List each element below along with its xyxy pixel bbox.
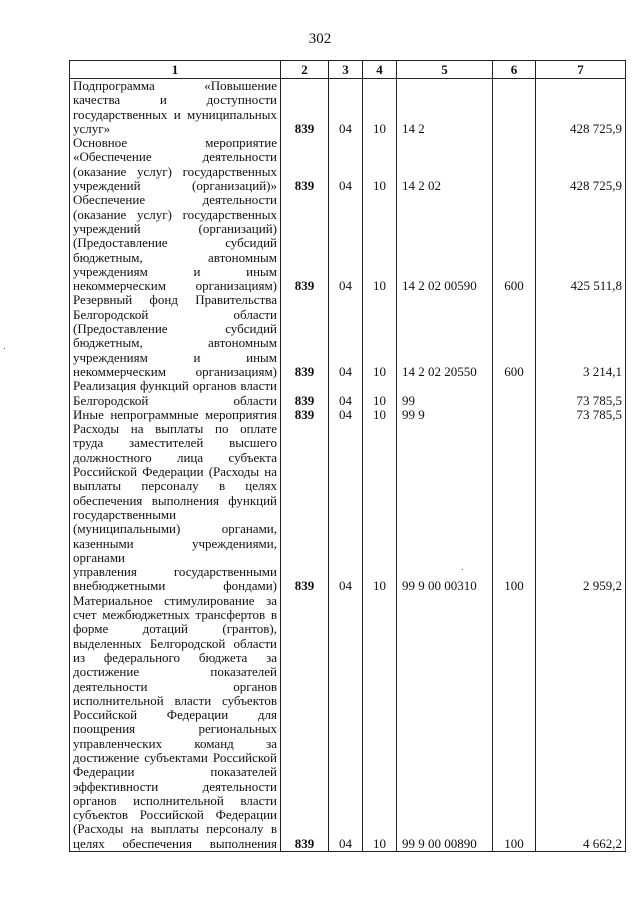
description-line: (оказание услуг) государственных <box>73 206 277 222</box>
subsection-code: 10 <box>363 379 397 408</box>
table-row <box>70 408 626 422</box>
section-code: 04 <box>329 379 363 408</box>
table-row <box>70 422 626 594</box>
table-row <box>70 293 626 379</box>
section-code: 04 <box>329 422 363 594</box>
target-article-code: 14 2 <box>397 79 493 137</box>
description-line: Федерации показателей <box>73 764 277 780</box>
row-description <box>70 594 281 852</box>
department-code: 839 <box>281 193 329 293</box>
description-line: труда заместителей высшего <box>73 435 277 451</box>
description-line: органов исполнительной власти <box>73 792 277 808</box>
scan-speck <box>4 348 5 349</box>
amount-value: 2 959,2 <box>536 422 626 594</box>
description-line: (Расходы на выплаты персоналу в <box>73 821 277 837</box>
description-line: Реализация функций органов власти <box>73 378 277 394</box>
description-line: должностного лица субъекта <box>73 449 277 465</box>
description-line: Расходы на выплаты по оплате <box>73 421 277 437</box>
department-code: 839 <box>281 594 329 852</box>
page-number: 302 <box>308 31 332 47</box>
description-line: государственными <box>73 506 177 522</box>
description-line: учреждениям и иным <box>73 349 277 365</box>
amount-value: 428 725,9 <box>536 79 626 137</box>
subsection-code: 10 <box>363 422 397 594</box>
table-row <box>70 193 626 293</box>
amount-value: 425 511,8 <box>536 193 626 293</box>
description-line: Российской Федерации (Расходы на <box>73 464 277 480</box>
description-line: Обеспечение деятельности <box>73 192 277 208</box>
description-line: форме дотаций (грантов), <box>73 621 277 637</box>
table-row <box>70 79 626 137</box>
description-line: «Обеспечение деятельности <box>73 149 277 165</box>
description-line: выплаты персоналу в целях <box>73 478 277 494</box>
description-line: целях обеспечения выполнения <box>73 835 277 851</box>
description-line: услуг» <box>73 120 111 136</box>
section-code: 04 <box>329 293 363 379</box>
section-code: 04 <box>329 136 363 193</box>
description-line: управления государственными <box>73 564 277 580</box>
table-row <box>70 136 626 193</box>
description-line: Основное мероприятие <box>73 135 277 151</box>
description-line: достижение субъектами Российской <box>73 749 277 765</box>
department-code: 839 <box>281 408 329 422</box>
target-article-code: 99 9 00 00890 <box>397 594 493 852</box>
subsection-code: 10 <box>363 79 397 137</box>
target-article-code: 99 <box>397 379 493 408</box>
section-code: 04 <box>329 408 363 422</box>
table-row <box>70 594 626 852</box>
subsection-code: 10 <box>363 193 397 293</box>
target-article-code: 99 9 <box>397 408 493 422</box>
description-line: управленческих команд за <box>73 735 277 751</box>
column-header: 4 <box>363 61 397 79</box>
column-header: 5 <box>397 61 493 79</box>
department-code: 839 <box>281 422 329 594</box>
column-header: 7 <box>536 61 626 79</box>
description-line: Резервный фонд Правительства <box>73 292 277 308</box>
expense-type-code <box>493 379 536 408</box>
row-description <box>70 408 281 422</box>
description-line: внебюджетными фондами) <box>73 578 277 594</box>
table-row <box>70 379 626 408</box>
description-line: качества и доступности <box>73 92 277 108</box>
description-line: исполнительной власти субъектов <box>73 692 277 708</box>
amount-value: 3 214,1 <box>536 293 626 379</box>
section-code: 04 <box>329 193 363 293</box>
target-article-code: 99 9 00 00310 <box>397 422 493 594</box>
description-line: Белгородской области <box>73 392 277 408</box>
subsection-code: 10 <box>363 594 397 852</box>
amount-value: 428 725,9 <box>536 136 626 193</box>
subsection-code: 10 <box>363 408 397 422</box>
column-header: 6 <box>493 61 536 79</box>
description-line: казенными учреждениями, органами <box>73 535 277 565</box>
description-line: (муниципальными) органами, <box>73 521 277 537</box>
description-line: бюджетным, автономным <box>73 249 277 265</box>
description-line: учреждений (организаций)» <box>73 178 277 194</box>
description-line: Подпрограмма «Повышение <box>73 78 277 93</box>
target-article-code: 14 2 02 <box>397 136 493 193</box>
description-line: Материальное стимулирование за <box>73 592 277 608</box>
description-line: поощрения региональных <box>73 721 277 737</box>
row-description <box>70 136 281 193</box>
description-line: (Предоставление субсидий <box>73 235 277 251</box>
amount-value: 73 785,5 <box>536 408 626 422</box>
row-description <box>70 422 281 594</box>
expense-type-code <box>493 79 536 137</box>
row-description <box>70 379 281 408</box>
expense-type-code: 600 <box>493 193 536 293</box>
section-code: 04 <box>329 79 363 137</box>
description-line: некоммерческим организациям) <box>73 363 277 379</box>
description-line: обеспечения выполнения функций <box>73 492 277 508</box>
description-line: выделенных Белгородской области <box>73 635 277 651</box>
header-row <box>70 61 626 79</box>
department-code: 839 <box>281 293 329 379</box>
description-line: Российской Федерации для <box>73 707 277 723</box>
expense-type-code <box>493 408 536 422</box>
row-description <box>70 293 281 379</box>
description-line: некоммерческим организациям) <box>73 278 277 294</box>
description-line: бюджетным, автономным <box>73 335 277 351</box>
budget-table <box>69 60 626 852</box>
expense-type-code <box>493 136 536 193</box>
description-line: государственных и муниципальных <box>73 106 277 122</box>
column-header: 1 <box>70 61 281 79</box>
subsection-code: 10 <box>363 136 397 193</box>
expense-type-code: 600 <box>493 293 536 379</box>
column-header: 3 <box>329 61 363 79</box>
section-code: 04 <box>329 594 363 852</box>
target-article-code: 14 2 02 00590 <box>397 193 493 293</box>
table-body <box>70 79 626 852</box>
description-line: из федерального бюджета за <box>73 649 277 665</box>
description-line: (Предоставление субсидий <box>73 321 277 337</box>
description-line: достижение показателей <box>73 664 277 680</box>
row-description <box>70 79 281 137</box>
expense-type-code: 100 <box>493 422 536 594</box>
department-code: 839 <box>281 79 329 137</box>
description-line: деятельности органов <box>73 678 277 694</box>
description-line: учреждений (организаций) <box>73 220 277 236</box>
amount-value: 73 785,5 <box>536 379 626 408</box>
expense-type-code: 100 <box>493 594 536 852</box>
subsection-code: 10 <box>363 293 397 379</box>
row-description <box>70 193 281 293</box>
column-header: 2 <box>281 61 329 79</box>
description-line: (оказание услуг) государственных <box>73 163 277 179</box>
description-line: Белгородской области <box>73 306 277 322</box>
amount-value: 4 662,2 <box>536 594 626 852</box>
department-code: 839 <box>281 136 329 193</box>
department-code: 839 <box>281 379 329 408</box>
description-line: Иные непрограммные мероприятия <box>73 406 277 422</box>
target-article-code: 14 2 02 20550 <box>397 293 493 379</box>
description-line: учреждениям и иным <box>73 263 277 279</box>
description-line: эффективности деятельности <box>73 778 277 794</box>
description-line: счет межбюджетных трансфертов в <box>73 607 277 623</box>
description-line: субъектов Российской Федерации <box>73 807 277 823</box>
